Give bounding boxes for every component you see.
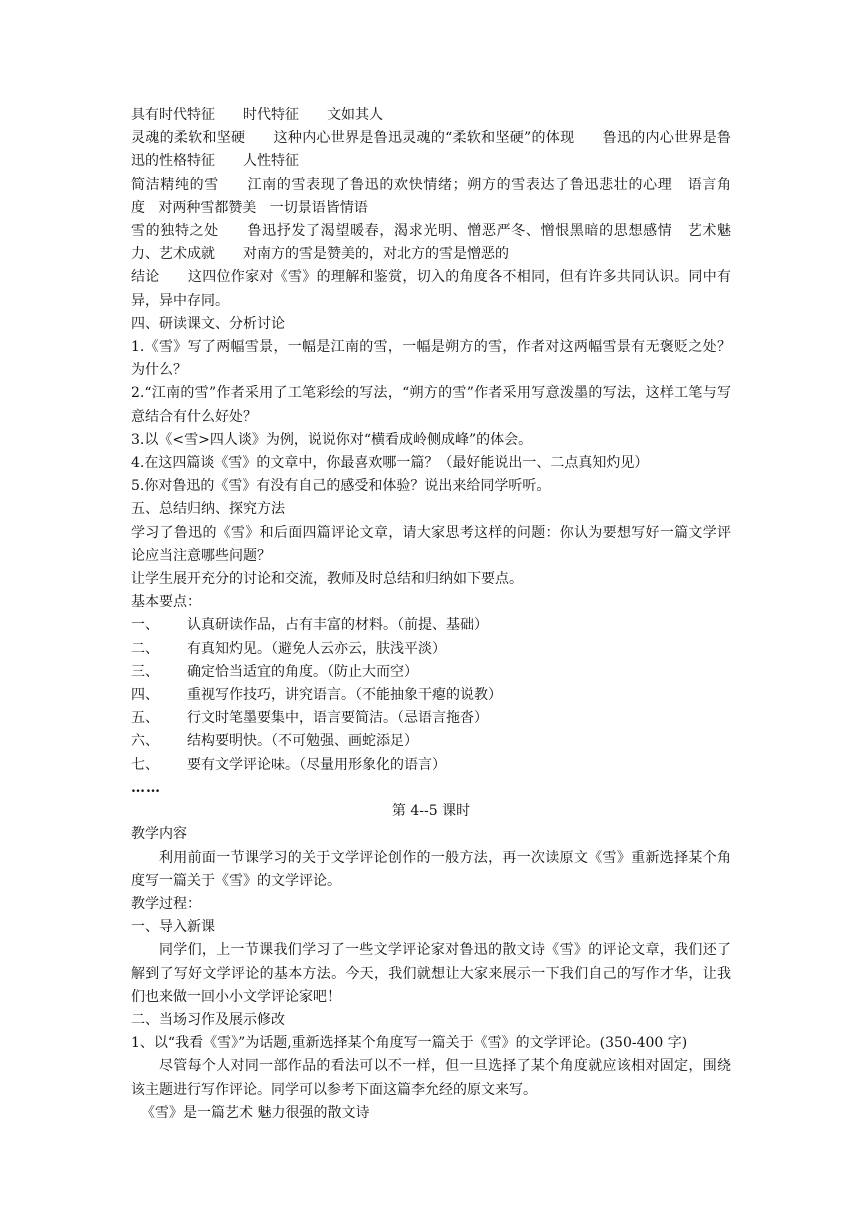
key-points-list	[131, 614, 731, 776]
cell: 艺术魅力、艺术成就	[131, 223, 732, 263]
section4-title: 四、研读课文、分析讨论	[131, 315, 285, 332]
section5-title: 五、总结归纳、探究方法	[131, 501, 285, 518]
list-item	[131, 614, 731, 637]
list-number: 四、	[131, 687, 159, 704]
cell: 一切景语皆情语	[269, 199, 368, 216]
cell: 人性特征	[243, 153, 299, 170]
cell: 雪的独特之处	[131, 223, 219, 240]
step2-title: 二、当场习作及展示修改	[131, 1011, 285, 1028]
cell: 语言角度	[131, 176, 732, 216]
question-5: 5.你对鲁迅的《雪》有没有自己的感受和体验？说出来给同学听听。	[131, 478, 551, 495]
cell: 具有时代特征	[131, 107, 215, 123]
list-text: 确定恰当适宜的角度。（防止大而空）	[187, 663, 418, 680]
list-text: 行文时笔墨要集中，语言要简洁。（忌语言拖沓）	[187, 710, 488, 727]
key-points-title: 基本要点：	[131, 594, 201, 611]
list-text: 认真研读作品，占有丰富的材料。（前提、基础）	[187, 617, 488, 634]
list-text: 重视写作技巧，讲究语言。（不能抽象干瘪的说教）	[187, 687, 502, 704]
table-row-2	[131, 127, 731, 173]
question-2: 2.“江南的雪”作者采用了工笔彩绘的写法，“朔方的雪”作者采用写意泼墨的写法，这样工笔与写意结合有什么好处？	[131, 385, 731, 425]
lesson-title: 第 4--5 课时	[391, 803, 471, 820]
section5-paragraph-2: 让学生展开充分的讨论和交流，教师及时总结和归纳如下要点。	[131, 571, 523, 588]
list-number: 七、	[131, 756, 159, 773]
question-3: 3.以《<雪>四人谈》为例，说说你对“横看成岭侧成峰”的体会。	[131, 431, 533, 448]
list-item	[131, 638, 731, 661]
conclusion	[131, 266, 731, 312]
step1-title: 一、导入新课	[131, 919, 215, 936]
table-row-4	[131, 220, 731, 266]
ellipsis: ……	[131, 779, 161, 796]
list-item	[131, 730, 731, 753]
cell: 对南方的雪是赞美的，对北方的雪是憎恶的	[243, 246, 509, 263]
step1-text: 同学们，上一节课我们学习了一些文学评论家对鲁迅的散文诗《雪》的评论文章，我们还了解到了写好文学评论的基本方法。今天，我们就想让大家来展示一下我们自己的写作才华，让我们也来做一回小小文学评论家吧！	[131, 942, 731, 1005]
list-number: 一、	[131, 617, 159, 634]
list-item	[131, 754, 731, 777]
cell: 鲁迅的内心世界是鲁迅的性格特征	[131, 130, 732, 170]
list-number: 二、	[131, 640, 159, 657]
list-text: 结构要明快。（不可勉强、画蛇添足）	[187, 733, 418, 750]
content-label: 教学内容	[131, 826, 187, 843]
cell: 对两种雪都赞美	[158, 199, 257, 216]
section5-paragraph-1: 学习了鲁迅的《雪》和后面四篇评论文章，请大家思考这样的问题：你认为要想写好一篇文学评论应当注意哪些问题？	[131, 524, 731, 564]
list-item	[131, 684, 731, 707]
list-item	[131, 661, 731, 684]
list-text: 有真知灼见。（避免人云亦云，肤浅平淡）	[187, 640, 446, 657]
question-4: 4.在这四篇谈《雪》的文章中，你最喜欢哪一篇？（最好能说出一、二点真知灼见）	[131, 455, 649, 472]
task-1: 1、以“我看《雪》”为话题,重新选择某个角度写一篇关于《雪》的文学评论。(350-400 字)	[131, 1035, 688, 1052]
document-page	[131, 104, 731, 1125]
question-1: 1.《雪》写了两幅雪景，一幅是江南的雪，一幅是朔方的雪，作者对这两幅雪景有无褒贬之处？为什么？	[131, 339, 731, 379]
table-row-3	[131, 174, 731, 220]
cell: 这种内心世界是鲁迅灵魂的“柔软和坚硬”的体现	[273, 130, 575, 147]
cell: 鲁迅抒发了渴望暖春，渴求光明、憎恶严冬、憎恨黑暗的思想感情	[246, 223, 673, 240]
list-number: 五、	[131, 710, 159, 727]
list-number: 六、	[131, 733, 159, 750]
list-number: 三、	[131, 663, 159, 680]
conclusion-label: 结论	[131, 269, 160, 286]
conclusion-text: 这四位作家对《雪》的理解和鉴赏，切入的角度各不相同，但有许多共同认识。同中有异，异中存同。	[131, 269, 732, 309]
content-text: 利用前面一节课学习的关于文学评论创作的一般方法，再一次读原文《雪》重新选择某个角度写一篇关于《雪》的文学评论。	[131, 849, 731, 889]
task-1-note: 尽管每个人对同一部作品的看法可以不一样，但一旦选择了某个角度就应该相对固定，围绕该主题进行写作评论。同学可以参考下面这篇李允经的原文来写。	[131, 1058, 731, 1098]
table-row-1	[131, 104, 731, 127]
process-label: 教学过程：	[131, 895, 201, 912]
cell: 时代特征	[243, 107, 299, 123]
cell: 文如其人	[327, 107, 383, 123]
cell: 江南的雪表现了鲁迅的欢快情绪；朔方的雪表达了鲁迅悲壮的心理	[246, 176, 673, 193]
essay-title: 《雪》是一篇艺术 魅力很强的散文诗	[141, 1104, 370, 1121]
list-item	[131, 707, 731, 730]
list-text: 要有文学评论味。（尽量用形象化的语言）	[187, 756, 446, 773]
cell: 灵魂的柔软和坚硬	[131, 130, 246, 147]
cell: 简洁精纯的雪	[131, 176, 219, 193]
